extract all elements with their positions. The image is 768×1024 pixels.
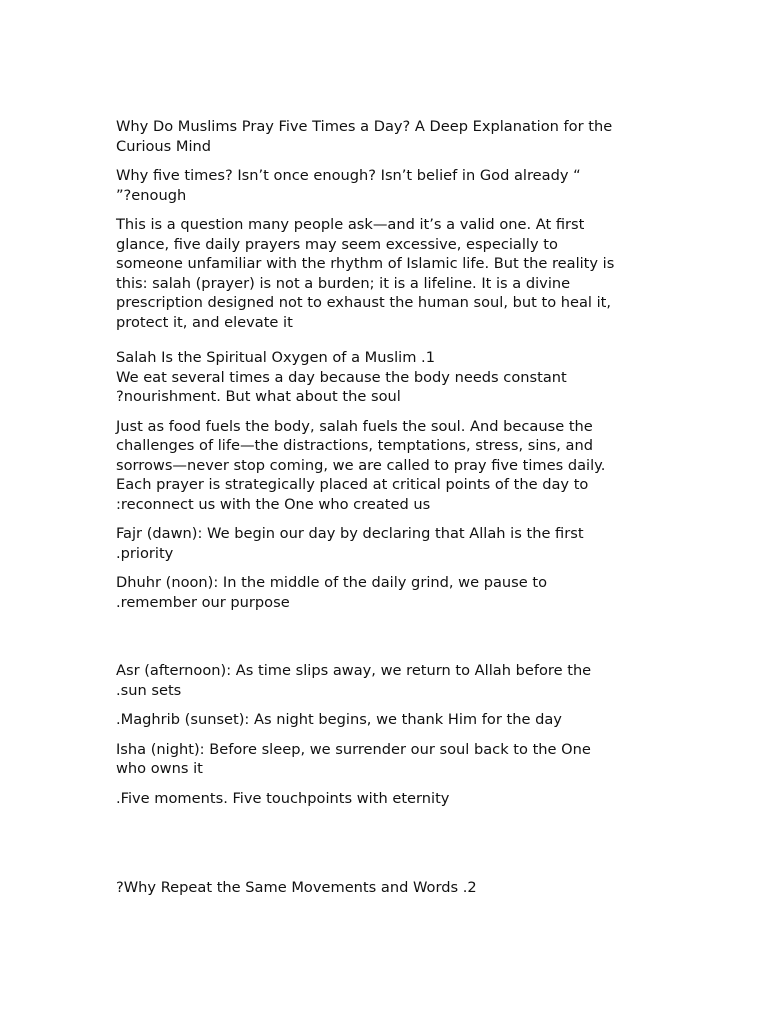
isha-line-1: Isha (night): Before sleep, we surrender our soul back to the One — [116, 740, 591, 758]
title-line-2: Curious Mind — [116, 137, 212, 155]
intro-line-4: this: salah (prayer) is not a burden; it is a lifeline. It is a divine — [116, 274, 571, 292]
asr-line-1: Asr (afternoon): As time slips away, we return to Allah before the — [116, 662, 592, 679]
asr-paragraph — [116, 661, 656, 700]
five-moments-line-1: .Five moments. Five touchpoints with eternity — [116, 789, 450, 807]
fajr-line-2: .priority — [116, 544, 174, 562]
asr-line-2: .sun sets — [116, 681, 182, 699]
fajr-paragraph — [116, 524, 656, 563]
isha-paragraph — [116, 740, 656, 779]
section-2-heading — [116, 878, 656, 898]
fajr-line-1: Fajr (dawn): We begin our day by declaring that Allah is the first — [116, 525, 584, 542]
dhuhr-line-2: .remember our purpose — [116, 593, 290, 611]
fuel-line-2: challenges of life—the distractions, temptations, stress, sins, and — [116, 437, 593, 454]
intro-line-1: This is a question many people ask—and it’s a valid one. At first — [116, 216, 585, 233]
maghrib-paragraph — [116, 710, 656, 730]
section-1-heading — [116, 348, 656, 368]
fuel-line-5: :reconnect us with the One who created us — [116, 495, 431, 513]
section-1 — [116, 348, 656, 407]
section-2-heading-text: ?Why Repeat the Same Movements and Words .2 — [116, 879, 477, 896]
spacer — [116, 622, 656, 661]
fuel-line-3: sorrows—never stop coming, we are called to pray five times daily. — [116, 456, 606, 474]
section-1-body-line-1: We eat several times a day because the body needs constant — [116, 368, 567, 386]
isha-line-2: who owns it — [116, 760, 203, 777]
document-body — [116, 117, 656, 908]
question-line-2: ”?enough — [116, 186, 187, 204]
question-paragraph — [116, 166, 656, 205]
document-title — [116, 117, 656, 156]
spacer — [116, 818, 656, 878]
intro-line-6: protect it, and elevate it — [116, 313, 293, 331]
maghrib-line-1: .Maghrib (sunset): As night begins, we thank Him for the day — [116, 711, 562, 728]
intro-line-5: prescription designed not to exhaust the human soul, but to heal it, — [116, 294, 612, 311]
section-1-heading-text: Salah Is the Spiritual Oxygen of a Muslim .1 — [116, 349, 435, 366]
five-moments-paragraph — [116, 789, 656, 809]
intro-line-3: someone unfamiliar with the rhythm of Islamic life. But the reality is — [116, 255, 615, 272]
fuel-line-4: Each prayer is strategically placed at critical points of the day to — [116, 476, 589, 493]
dhuhr-paragraph — [116, 573, 656, 612]
section-1-body-line-2: ?nourishment. But what about the soul — [116, 388, 401, 405]
intro-paragraph — [116, 215, 656, 332]
fuel-line-1: Just as food fuels the body, salah fuels the soul. And because the — [116, 417, 593, 435]
title-line-1: Why Do Muslims Pray Five Times a Day? A Deep Explanation for the — [116, 118, 613, 135]
dhuhr-line-1: Dhuhr (noon): In the middle of the daily grind, we pause to — [116, 574, 548, 591]
section-1-body — [116, 368, 656, 407]
question-line-1: Why five times? Isn’t once enough? Isn’t belief in God already “ — [116, 167, 581, 184]
intro-line-2: glance, five daily prayers may seem excessive, especially to — [116, 235, 558, 253]
fuel-paragraph — [116, 417, 656, 515]
